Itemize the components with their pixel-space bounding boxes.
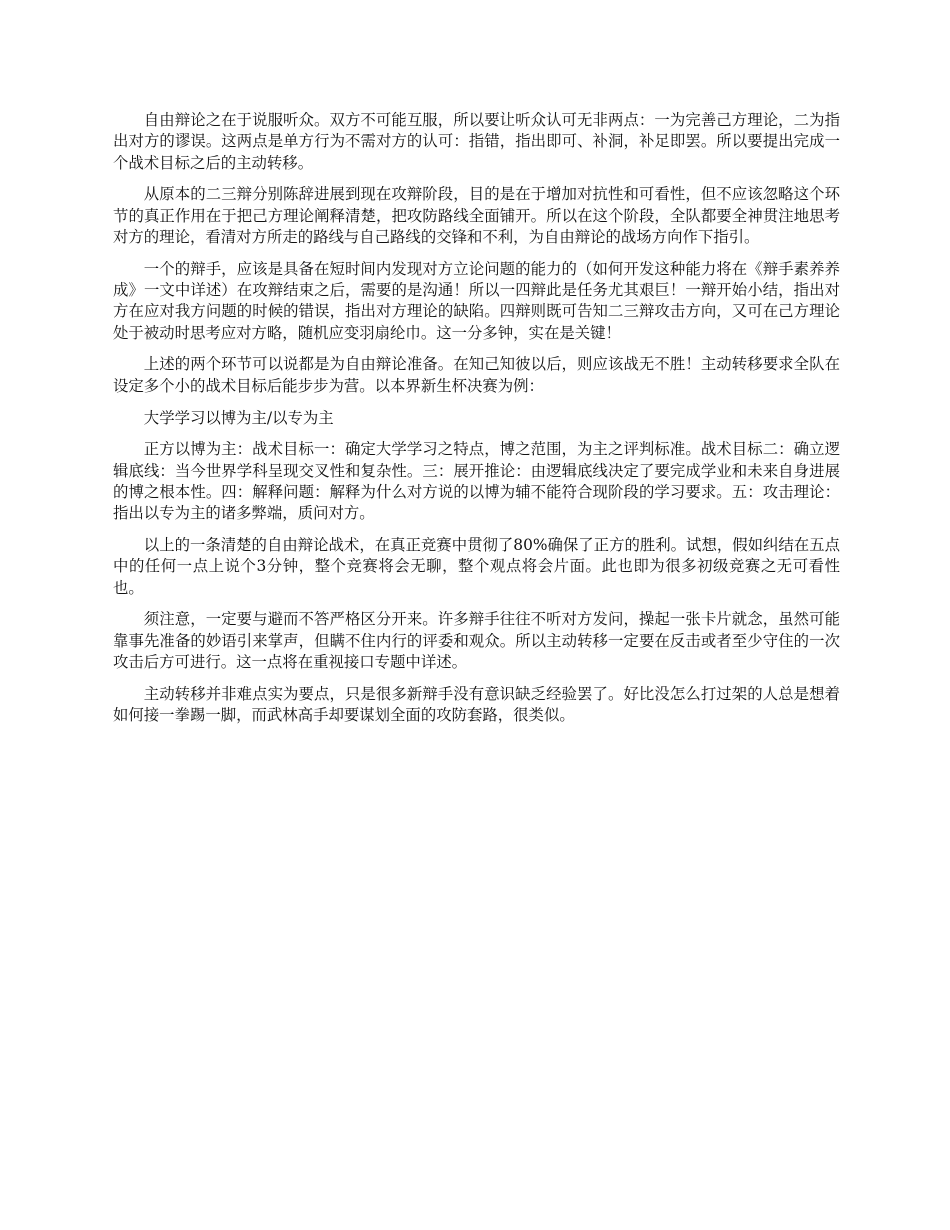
paragraph-8: 须注意，一定要与避而不答严格区分开来。许多辩手往往不听对方发问，操起一张卡片就念，虽然可能靠事先准备的妙语引来掌声，但瞒不住内行的评委和观众。所以主动转移一定要在反击或者至少守住的一次攻击后方可进行。这一点将在重视接口专题中详述。 xyxy=(113,610,840,672)
paragraph-6: 正方以博为主：战术目标一：确定大学学习之特点，博之范围，为主之评判标准。战术目标二：确立逻辑底线：当今世界学科呈现交叉性和复杂性。三：展开推论：由逻辑底线决定了要完成学业和未来自身进展的博之根本性。四：解释问题：解释为什么对方说的以博为辅不能符合现阶段的学习要求。五：攻击理论：指出以专为主的诸多弊端，质问对方。 xyxy=(113,440,840,523)
paragraph-5-topic: 大学学习以博为主/以专为主 xyxy=(143,408,334,427)
paragraph-2: 从原本的二三辩分别陈辞进展到现在攻辩阶段，目的是在于增加对抗性和可看性，但不应该忽略这个环节的真正作用在于把己方理论阐释清楚，把攻防路线全面铺开。所以在这个阶段，全队都要全神贯注地思考对方的理论，看清对方所走的路线与自己路线的交锋和不利，为自由辩论的战场方向作下指引。 xyxy=(113,185,840,246)
paragraph-9: 主动转移并非难点实为要点，只是很多新辩手没有意识缺乏经验罢了。好比没怎么打过架的人总是想着如何接一拳踢一脚，而武林高手却要谋划全面的攻防套路，很类似。 xyxy=(113,684,840,725)
paragraph-7: 以上的一条清楚的自由辩论战术，在真正竞赛中贯彻了80%确保了正方的胜利。试想，假如纠结在五点中的任何一点上说个3分钟，整个竞赛将会无聊，整个观点将会片面。此也即为很多初级竞赛之无可看性也。 xyxy=(113,536,840,597)
paragraph-4: 上述的两个环节可以说都是为自由辩论准备。在知己知彼以后，则应该战无不胜！主动转移要求全队在设定多个小的战术目标后能步步为营。以本界新生杯决赛为例： xyxy=(113,355,840,395)
paragraph-3: 一个的辩手，应该是具备在短时间内发现对方立论问题的能力的（如何开发这种能力将在《辩手素养养成》一文中详述）在攻辩结束之后，需要的是沟通！所以一四辩此是任务尤其艰巨！一辩开始小结，指出对方在应对我方问题的时候的错误，指出对方理论的缺陷。四辩则既可告知二三辩攻击方向，又可在己方理论处于被动时思考应对方略，随机应变羽扇纶巾。这一分多钟，实在是关键！ xyxy=(113,259,840,342)
paragraph-1: 自由辩论之在于说服听众。双方不可能互服，所以要让听众认可无非两点：一为完善己方理论，二为指出对方的谬误。这两点是单方行为不需对方的认可：指错，指出即可、补洞，补足即罢。所以要提出完成一个战术目标之后的主动转移。 xyxy=(113,111,840,172)
document-body xyxy=(113,110,840,737)
